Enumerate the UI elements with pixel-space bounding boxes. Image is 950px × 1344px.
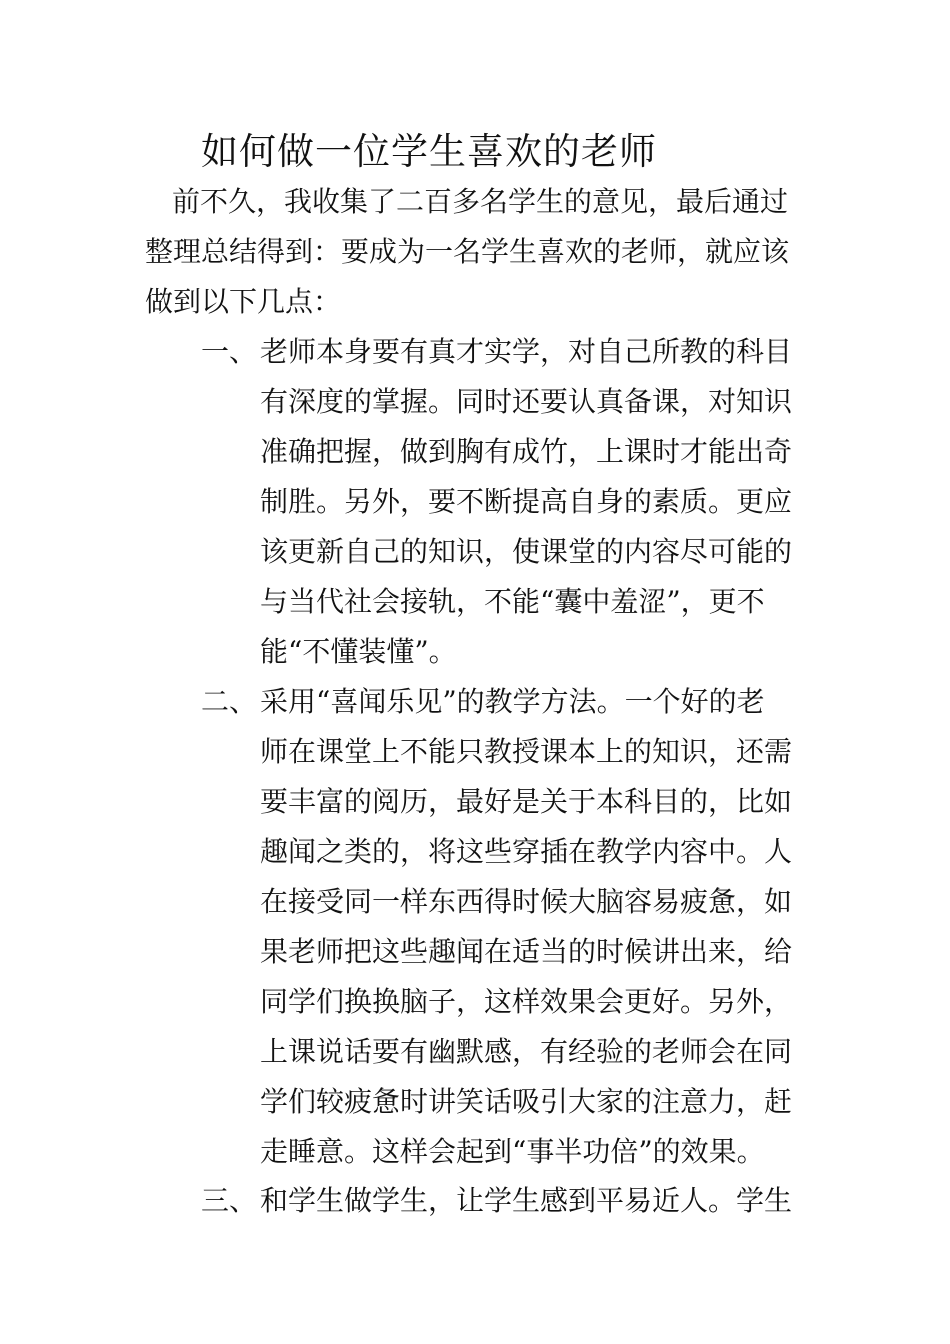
list-item-line: 有深度的掌握。同时还要认真备课，对知识	[260, 385, 793, 418]
intro-line: 前不久，我收集了二百多名学生的意见，最后通过	[172, 185, 789, 218]
list-item-line: 同学们换换脑子，这样效果会更好。另外，	[260, 985, 793, 1018]
list-item-line: 上课说话要有幽默感，有经验的老师会在同	[260, 1035, 793, 1068]
list-item-line: 要丰富的阅历，最好是关于本科目的，比如	[260, 785, 793, 818]
list-item-line: 走睡意。这样会起到“事半功倍”的效果。	[260, 1135, 765, 1168]
list-item-number: 三、	[201, 1184, 258, 1217]
intro-line: 整理总结得到：要成为一名学生喜欢的老师，就应该	[145, 235, 790, 268]
list-item-line: 采用“喜闻乐见”的教学方法。一个好的老	[260, 685, 765, 718]
list-item-line: 制胜。另外，要不断提高自身的素质。更应	[260, 485, 793, 518]
list-item-1	[201, 327, 811, 677]
list-item-line: 该更新自己的知识，使课堂的内容尽可能的	[260, 535, 793, 568]
list-item-number: 二、	[201, 685, 258, 718]
intro-paragraph	[145, 177, 810, 327]
list-item-line: 果老师把这些趣闻在适当的时候讲出来，给	[260, 935, 793, 968]
list-item-body	[260, 327, 811, 677]
list-item-2	[201, 677, 811, 1177]
list-item-line: 能“不懂装懂”。	[260, 635, 457, 668]
list-item-line: 准确把握，做到胸有成竹，上课时才能出奇	[260, 435, 793, 468]
list-item-number: 一、	[201, 335, 258, 368]
list-item-line: 学们较疲惫时讲笑话吸引大家的注意力，赶	[260, 1085, 793, 1118]
list-item-body	[260, 677, 811, 1177]
list-item-3	[201, 1176, 811, 1226]
list-item-line: 师在课堂上不能只教授课本上的知识，还需	[260, 735, 793, 768]
list-item-line: 趣闻之类的，将这些穿插在教学内容中。人	[260, 835, 793, 868]
list-item-line: 和学生做学生，让学生感到平易近人。学生	[260, 1184, 793, 1217]
list-item-line: 老师本身要有真才实学，对自己所教的科目	[260, 335, 793, 368]
list-item-line: 在接受同一样东西得时候大脑容易疲惫，如	[260, 885, 793, 918]
list-item-body	[260, 1176, 811, 1226]
list-item-line: 与当代社会接轨，不能“囊中羞涩”，更不	[260, 585, 765, 618]
intro-line: 做到以下几点：	[145, 285, 342, 318]
document-title: 如何做一位学生喜欢的老师	[201, 130, 657, 173]
